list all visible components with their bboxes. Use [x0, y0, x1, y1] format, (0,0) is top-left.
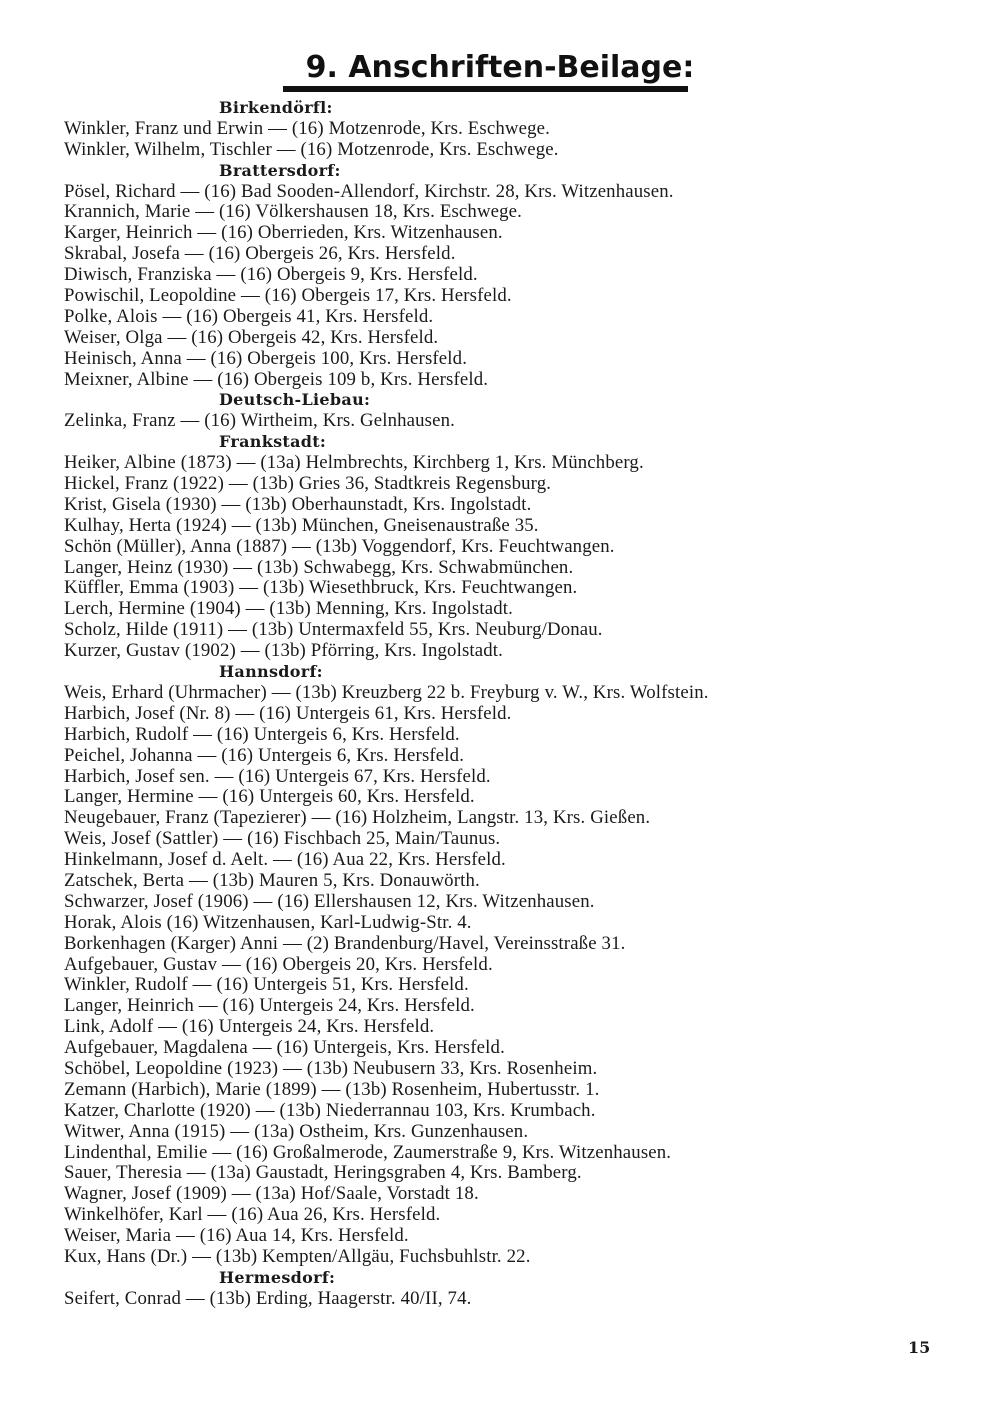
- address-entry: Pösel, Richard — (16) Bad Sooden-Allendorf, Kirchstr. 28, Krs. Witzenhausen.: [64, 180, 674, 202]
- address-entry: Borkenhagen (Karger) Anni — (2) Brandenburg/Havel, Vereinsstraße 31.: [64, 932, 626, 954]
- address-entry: Link, Adolf — (16) Untergeis 24, Krs. Hersfeld.: [64, 1016, 435, 1038]
- address-entry: Meixner, Albine — (16) Obergeis 109 b, Krs. Hersfeld.: [64, 368, 489, 390]
- address-list: [64, 98, 984, 1310]
- address-entry: Lerch, Hermine (1904) — (13b) Menning, Krs. Ingolstadt.: [64, 598, 513, 620]
- place-heading: Hannsdorf:: [219, 662, 323, 682]
- address-entry: Schöbel, Leopoldine (1923) — (13b) Neubusern 33, Krs. Rosenheim.: [64, 1057, 598, 1079]
- address-entry: Horak, Alois (16) Witzenhausen, Karl-Ludwig-Str. 4.: [64, 911, 472, 933]
- address-entry: Weiser, Olga — (16) Obergeis 42, Krs. Hersfeld.: [64, 326, 439, 348]
- place-heading: Hermesdorf:: [219, 1267, 336, 1287]
- address-entry: Schön (Müller), Anna (1887) — (13b) Voggendorf, Krs. Feuchtwangen.: [64, 535, 615, 557]
- address-entry: Lindenthal, Emilie — (16) Großalmerode, Zaumerstraße 9, Krs. Witzenhausen.: [64, 1141, 672, 1163]
- address-entry: Hinkelmann, Josef d. Aelt. — (16) Aua 22, Krs. Hersfeld.: [64, 849, 506, 871]
- address-entry: Katzer, Charlotte (1920) — (13b) Niederrannau 103, Krs. Krumbach.: [64, 1099, 596, 1121]
- address-entry: Langer, Heinz (1930) — (13b) Schwabegg, Krs. Schwabmünchen.: [64, 556, 574, 578]
- address-entry: Powischil, Leopoldine — (16) Obergeis 17, Krs. Hersfeld.: [64, 285, 512, 307]
- address-entry: Krannich, Marie — (16) Völkershausen 18, Krs. Eschwege.: [64, 201, 523, 223]
- address-entry: Küffler, Emma (1903) — (13b) Wiesethbruck, Krs. Feuchtwangen.: [64, 577, 578, 599]
- address-entry: Witwer, Anna (1915) — (13a) Ostheim, Krs. Gunzenhausen.: [64, 1120, 529, 1142]
- page-title: 9. Anschriften-Beilage:: [305, 50, 695, 85]
- address-entry: Weis, Josef (Sattler) — (16) Fischbach 25, Main/Taunus.: [64, 828, 501, 850]
- address-entry: Wagner, Josef (1909) — (13a) Hof/Saale, Vorstadt 18.: [64, 1183, 479, 1205]
- address-entry: Seifert, Conrad — (13b) Erding, Haagerstr. 40/II, 74.: [64, 1287, 472, 1309]
- address-entry: Weis, Erhard (Uhrmacher) — (13b) Kreuzberg 22 b. Freyburg v. W., Krs. Wolfstein.: [64, 681, 709, 703]
- address-entry: Diwisch, Franziska — (16) Obergeis 9, Krs. Hersfeld.: [64, 264, 478, 286]
- title-underline: [283, 86, 688, 92]
- address-entry: Hickel, Franz (1922) — (13b) Gries 36, Stadtkreis Regensburg.: [64, 473, 552, 495]
- address-entry: Schwarzer, Josef (1906) — (16) Ellershausen 12, Krs. Witzenhausen.: [64, 890, 595, 912]
- address-entry: Winkelhöfer, Karl — (16) Aua 26, Krs. Hersfeld.: [64, 1204, 441, 1226]
- address-entry: Skrabal, Josefa — (16) Obergeis 26, Krs. Hersfeld.: [64, 243, 456, 265]
- address-entry: Zelinka, Franz — (16) Wirtheim, Krs. Gelnhausen.: [64, 410, 456, 432]
- address-entry: Kulhay, Herta (1924) — (13b) München, Gneisenaustraße 35.: [64, 514, 539, 536]
- address-entry: Winkler, Franz und Erwin — (16) Motzenrode, Krs. Eschwege.: [64, 117, 550, 139]
- address-entry: Harbich, Rudolf — (16) Untergeis 6, Krs. Hersfeld.: [64, 723, 460, 745]
- address-entry: Heinisch, Anna — (16) Obergeis 100, Krs. Hersfeld.: [64, 347, 468, 369]
- address-entry: Zatschek, Berta — (13b) Mauren 5, Krs. Donauwörth.: [64, 869, 480, 891]
- address-entry: Sauer, Theresia — (13a) Gaustadt, Heringsgraben 4, Krs. Bamberg.: [64, 1162, 582, 1184]
- place-heading: Frankstadt:: [219, 432, 327, 452]
- page-number: 15: [908, 1338, 931, 1357]
- place-heading: Birkendörfl:: [219, 98, 333, 117]
- address-entry: Peichel, Johanna — (16) Untergeis 6, Krs. Hersfeld.: [64, 744, 465, 766]
- address-entry: Harbich, Josef sen. — (16) Untergeis 67, Krs. Hersfeld.: [64, 765, 491, 787]
- address-entry: Kux, Hans (Dr.) — (13b) Kempten/Allgäu, Fuchsbuhlstr. 22.: [64, 1245, 531, 1267]
- address-entry: Langer, Heinrich — (16) Untergeis 24, Krs. Hersfeld.: [64, 995, 475, 1017]
- place-heading: Deutsch-Liebau:: [219, 390, 371, 410]
- address-entry: Aufgebauer, Magdalena — (16) Untergeis, Krs. Hersfeld.: [64, 1037, 505, 1059]
- address-entry: Weiser, Maria — (16) Aua 14, Krs. Hersfeld.: [64, 1225, 409, 1247]
- place-heading: Brattersdorf:: [219, 160, 341, 180]
- address-entry: Heiker, Albine (1873) — (13a) Helmbrechts, Kirchberg 1, Krs. Münchberg.: [64, 452, 644, 474]
- address-entry: Harbich, Josef (Nr. 8) — (16) Untergeis 61, Krs. Hersfeld.: [64, 702, 512, 724]
- address-entry: Scholz, Hilde (1911) — (13b) Untermaxfeld 55, Krs. Neuburg/Donau.: [64, 619, 603, 641]
- address-entry: Polke, Alois — (16) Obergeis 41, Krs. Hersfeld.: [64, 305, 434, 327]
- address-entry: Krist, Gisela (1930) — (13b) Oberhaunstadt, Krs. Ingolstadt.: [64, 493, 532, 515]
- address-entry: Kurzer, Gustav (1902) — (13b) Pförring, Krs. Ingolstadt.: [64, 640, 504, 662]
- address-entry: Karger, Heinrich — (16) Oberrieden, Krs. Witzenhausen.: [64, 222, 503, 244]
- address-entry: Zemann (Harbich), Marie (1899) — (13b) Rosenheim, Hubertusstr. 1.: [64, 1078, 600, 1100]
- address-entry: Neugebauer, Franz (Tapezierer) — (16) Holzheim, Langstr. 13, Krs. Gießen.: [64, 807, 651, 829]
- address-entry: Langer, Hermine — (16) Untergeis 60, Krs. Hersfeld.: [64, 786, 475, 808]
- address-entry: Winkler, Wilhelm, Tischler — (16) Motzenrode, Krs. Eschwege.: [64, 138, 559, 160]
- address-entry: Winkler, Rudolf — (16) Untergeis 51, Krs. Hersfeld.: [64, 974, 469, 996]
- address-entry: Aufgebauer, Gustav — (16) Obergeis 20, Krs. Hersfeld.: [64, 953, 493, 975]
